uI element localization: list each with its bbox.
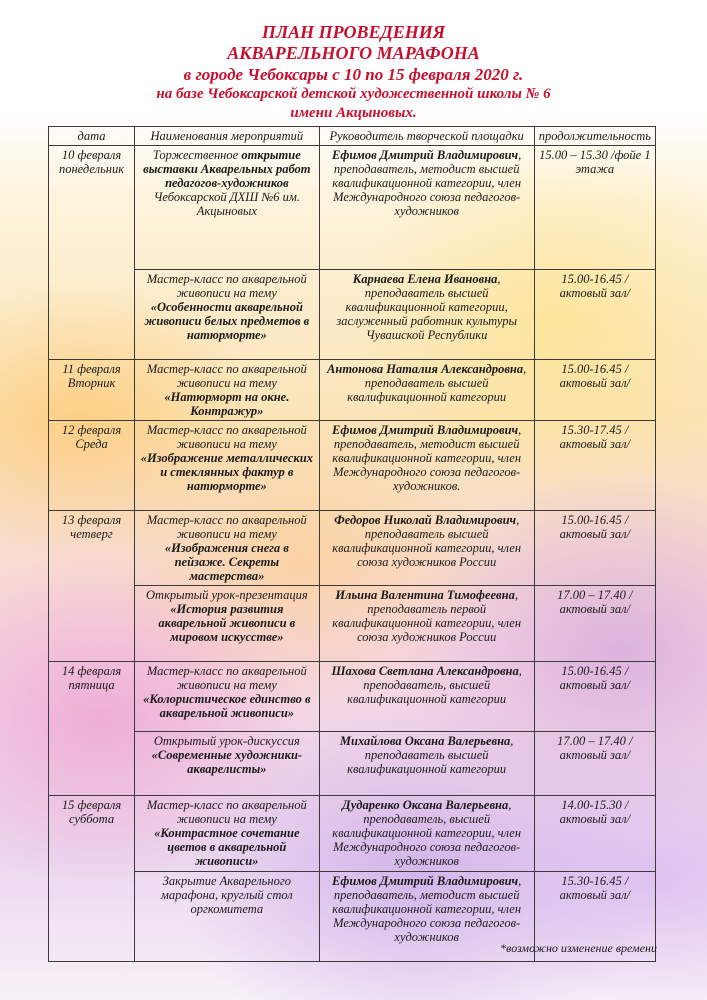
- leader-cell: [319, 796, 534, 872]
- schedule-table: [48, 126, 656, 962]
- event-text: Мастер-класс по акварельной живописи на тему: [146, 664, 307, 692]
- event-title: «Контрастное сочетание цветов в акварельной живописи»: [154, 826, 300, 868]
- duration-cell: 14.00-15.30 /актовый зал/: [534, 796, 655, 872]
- event-text: Мастер-класс по акварельной живописи на тему: [146, 272, 307, 300]
- event-title: «Особенности акварельной живописи белых предметов в натюрморте»: [144, 300, 310, 342]
- event-name-cell: [135, 732, 320, 796]
- document-header: [0, 22, 707, 123]
- event-name-cell: [135, 421, 320, 511]
- date-cell: 12 февраля Среда: [49, 421, 135, 511]
- footnote: *возможно изменение времени: [500, 941, 657, 955]
- date-cell: 10 февраля понедельник: [49, 146, 135, 360]
- leader-info: , преподаватель высшей квалификационной категории: [347, 362, 527, 404]
- event-name-cell: [135, 872, 320, 962]
- leader-cell: [319, 586, 534, 662]
- duration-cell: 15.30-17.45 /актовый зал/: [534, 421, 655, 511]
- title-line-1: ПЛАН ПРОВЕДЕНИЯ: [261, 22, 446, 42]
- table-header-row: [49, 127, 656, 146]
- leader-name: Михайлова Оксана Валерьевна: [339, 734, 511, 748]
- event-text: Мастер-класс по акварельной живописи на тему: [146, 423, 307, 451]
- duration-cell: 15.00 – 15.30 /фойе 1 этажа: [534, 146, 655, 270]
- event-title: «Колористическое единство в акварельной живописи»: [143, 692, 311, 720]
- leader-name: Карнаева Елена Ивановна: [352, 272, 498, 286]
- leader-info: , преподаватель, высшей квалификационной категории, член Международного союза педагогов-художников: [332, 798, 522, 868]
- event-name-cell: [135, 586, 320, 662]
- leader-cell: [319, 146, 534, 270]
- event-name-cell: [135, 146, 320, 270]
- leader-cell: [319, 360, 534, 421]
- event-title: «Натюрморт на окне. Контражур»: [164, 390, 290, 418]
- event-text: Торжественное: [152, 148, 242, 162]
- leader-name: Ефимов Дмитрий Владимирович: [332, 874, 519, 888]
- leader-cell: [319, 732, 534, 796]
- column-header-lead: Руководитель творческой площадки: [319, 127, 534, 146]
- event-title: «Изображение металлических и стеклянных фактур в натюрморте»: [140, 451, 313, 493]
- duration-cell: 15.00-16.45 /актовый зал/: [534, 360, 655, 421]
- event-title: «Современные художники-акварелисты»: [151, 748, 303, 776]
- leader-name: Антонова Наталия Александровна: [327, 362, 524, 376]
- leader-info: , преподаватель высшей квалификационной категории, член союза художников России: [332, 513, 522, 569]
- leader-name: Федоров Николай Владимирович: [334, 513, 517, 527]
- table-row: [49, 662, 656, 732]
- leader-info: , преподаватель, методист высшей квалификационной категории, член Международного союза педагогов-художников: [332, 148, 522, 218]
- leader-name: Ефимов Дмитрий Владимирович: [332, 148, 519, 162]
- event-title: «История развития акварельной живописи в мировом искусстве»: [158, 602, 296, 644]
- event-text: Мастер-класс по акварельной живописи на тему: [146, 513, 307, 541]
- table-row: [49, 511, 656, 586]
- leader-info: , преподаватель высшей квалификационной категории: [347, 734, 514, 776]
- leader-cell: [319, 421, 534, 511]
- duration-cell: 17.00 – 17.40 /актовый зал/: [534, 732, 655, 796]
- table-row: [49, 421, 656, 511]
- title-line-3: в городе Чебоксары с 10 по 15 февраля 2020 г.: [183, 65, 524, 84]
- leader-info: , преподаватель высшей квалификационной категории, заслуженный работник культуры Чувашской Республики: [336, 272, 517, 342]
- event-text: Чебоксарской ДХШ №6 им. Акцыновых: [153, 190, 300, 218]
- table-row: [49, 360, 656, 421]
- leader-name: Ефимов Дмитрий Владимирович: [332, 423, 519, 437]
- leader-name: Шахова Светлана Александровна: [331, 664, 519, 678]
- event-text: Мастер-класс по акварельной живописи на тему: [146, 362, 307, 390]
- leader-cell: [319, 511, 534, 586]
- table-row: [49, 796, 656, 872]
- event-text: Мастер-класс по акварельной живописи на тему: [146, 798, 307, 826]
- title-line-2: АКВАРЕЛЬНОГО МАРАФОНА: [227, 43, 480, 63]
- event-name-cell: [135, 662, 320, 732]
- event-title: «Изображения снега в пейзаже. Секреты мастерства»: [164, 541, 289, 583]
- leader-cell: [319, 270, 534, 360]
- leader-info: , преподаватель, высшей квалификационной категории: [347, 664, 522, 706]
- table-row: [49, 732, 656, 796]
- event-text: Открытый урок-дискуссия: [153, 734, 300, 748]
- subtitle-line-1: на базе Чебоксарской детской художественной школы № 6: [156, 86, 551, 102]
- duration-cell: 15.00-16.45 /актовый зал/: [534, 662, 655, 732]
- column-header-name: Наименования мероприятий: [135, 127, 320, 146]
- table-row: [49, 270, 656, 360]
- table-row: [49, 146, 656, 270]
- date-cell: 14 февраля пятница: [49, 662, 135, 796]
- duration-cell: 15.00-16.45 /актовый зал/: [534, 511, 655, 586]
- leader-info: , преподаватель, методист высшей квалификационной категории, член Международного союза педагогов-художников: [332, 874, 522, 944]
- leader-name: Ильина Валентина Тимофеевна: [335, 588, 515, 602]
- date-cell: 13 февраля четверг: [49, 511, 135, 662]
- event-text: Закрытие Акварельного марафона, круглый стол оргкомитета: [160, 874, 293, 916]
- event-name-cell: [135, 360, 320, 421]
- event-title: открытие выставки Акварельных работ педагогов-художников: [143, 148, 311, 190]
- event-name-cell: [135, 511, 320, 586]
- leader-name: Дударенко Оксана Валерьевна: [341, 798, 509, 812]
- date-cell: 15 февраля суббота: [49, 796, 135, 962]
- leader-info: , преподаватель первой квалификационной категории, член союза художников России: [332, 588, 522, 644]
- date-cell: 11 февраля Вторник: [49, 360, 135, 421]
- duration-cell: 15.30-16.45 /актовый зал/: [534, 872, 655, 962]
- column-header-duration: продолжительность: [534, 127, 655, 146]
- duration-cell: 17.00 – 17.40 /актовый зал/: [534, 586, 655, 662]
- table-row: [49, 586, 656, 662]
- duration-cell: 15.00-16.45 /актовый зал/: [534, 270, 655, 360]
- event-text: Открытый урок-презентация: [146, 588, 308, 602]
- subtitle-line-2: имени Акцыновых.: [290, 105, 417, 121]
- column-header-date: дата: [49, 127, 135, 146]
- event-name-cell: [135, 270, 320, 360]
- leader-cell: [319, 662, 534, 732]
- event-name-cell: [135, 796, 320, 872]
- leader-info: , преподаватель, методист высшей квалификационной категории, член Международного союза педагогов-художников.: [332, 423, 522, 493]
